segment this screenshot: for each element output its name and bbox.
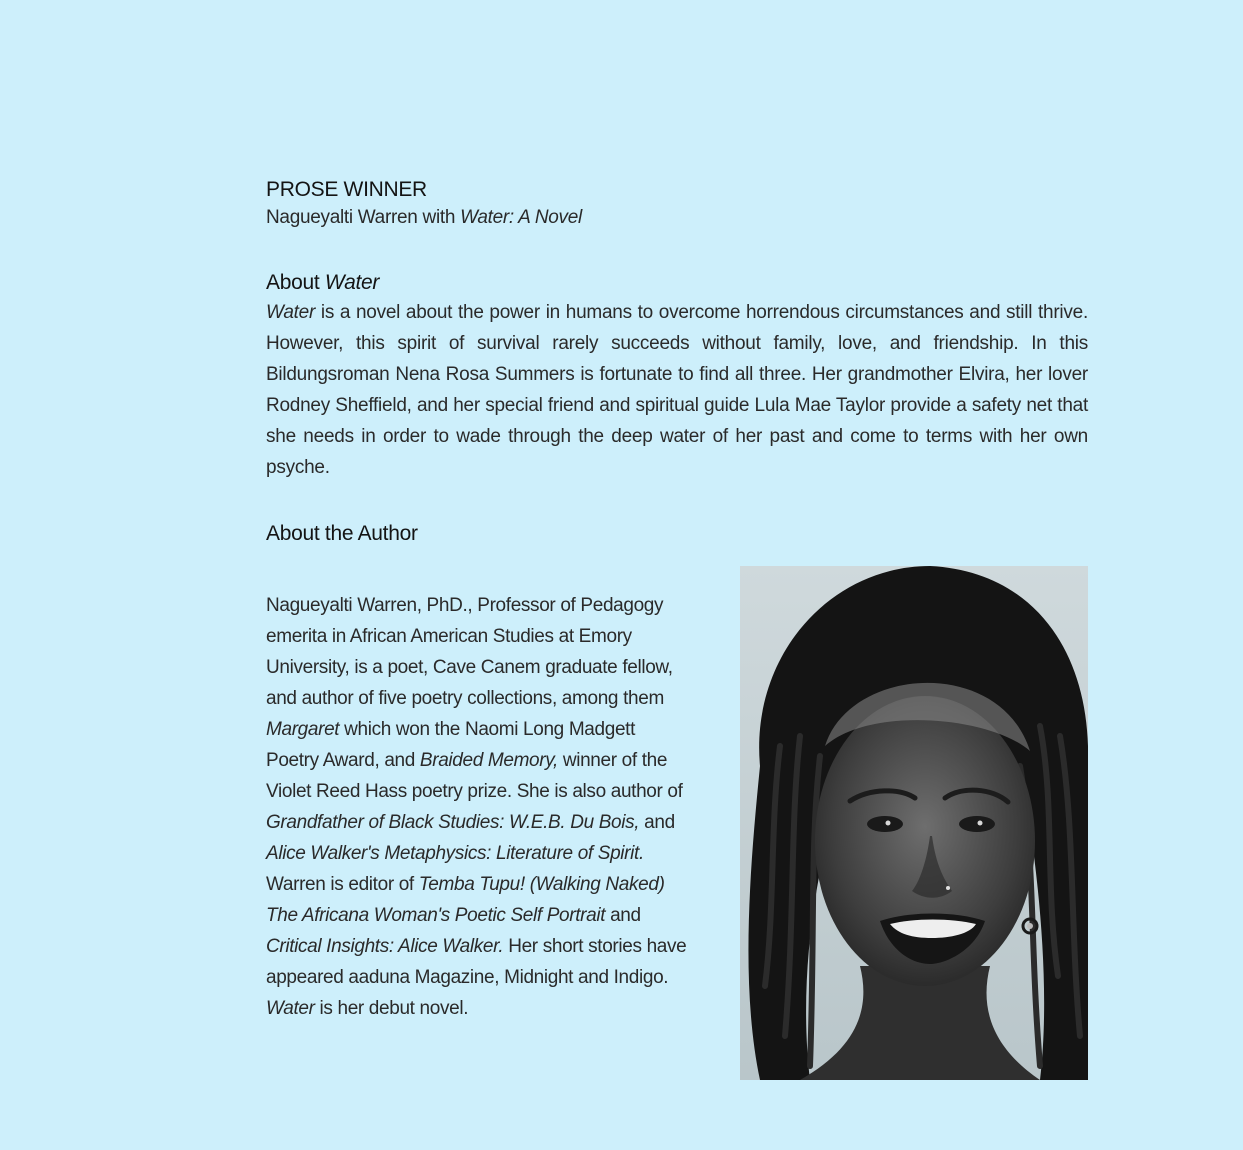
author-bio-italic-text: Temba Tupu! (Walking Naked) [418,874,665,895]
author-bio-text: University, is a poet, Cave Canem graduate fellow, [266,657,673,678]
author-bio-italic-text: The Africana Woman's Poetic Self Portrait [266,905,606,926]
author-bio-line [266,900,706,931]
author-bio-italic-text: Margaret [266,719,340,740]
author-bio [266,590,706,1024]
book-description-text: is a novel about the power in humans to overcome horrendous circumstances and still thrive. However, this spirit of survival rarely succeeds without family, love, and friendship. In this Bildungsroman Nena Rosa Summers is fortunate to find all three. Her grandmother Elvira, her lover Rodney Sheffield, and her special friend and spiritual guide Lula Mae Taylor provide a safety net that she needs in order to wade through the deep water of her past and come to terms with her own psyche. [266,302,1088,478]
author-bio-line [266,590,706,621]
book-description [266,297,1088,483]
author-block [266,566,1088,1086]
author-bio-text: and [639,812,675,833]
author-bio-line [266,621,706,652]
about-book-heading-title: Water [324,271,380,294]
author-bio-line [266,714,706,745]
author-bio-line [266,807,706,838]
author-bio-text: emerita in African American Studies at Emory [266,626,632,647]
book-description-title: Water [266,302,316,323]
author-bio-text: and author of five poetry collections, among them [266,688,664,709]
author-bio-line [266,683,706,714]
author-bio-line [266,838,706,869]
author-bio-text: is her debut novel. [314,998,469,1019]
author-bio-line [266,652,706,683]
author-bio-text: Poetry Award, and [266,750,420,771]
author-bio-line [266,993,706,1024]
author-bio-line [266,745,706,776]
author-portrait-illustration [740,566,1088,1080]
author-bio-text: which won the Naomi Long Madgett [339,719,636,740]
prose-winner-page [266,176,1088,1086]
author-bio-italic-text: Water [266,998,315,1019]
author-portrait [740,566,1088,1080]
author-bio-text: winner of the [557,750,668,771]
winner-name: Nagueyalti Warren with [266,207,461,228]
author-bio-line [266,869,706,900]
author-bio-italic-text: Alice Walker's Metaphysics: Literature of Spirit. [266,843,644,864]
winner-book-title: Water: A Novel [460,207,582,228]
author-bio-italic-text: Grandfather of Black Studies: W.E.B. Du Bois, [266,812,640,833]
author-bio-italic-text: Critical Insights: Alice Walker. [266,936,504,957]
about-book-heading-prefix: About [266,271,325,294]
award-title: PROSE WINNER [266,178,427,201]
author-bio-text: Nagueyalti Warren, PhD., Professor of Pedagogy [266,595,664,616]
author-bio-line [266,962,706,993]
about-author-heading: About the Author [266,522,418,545]
author-bio-text: Violet Reed Hass poetry prize. She is also author of [266,781,683,802]
author-bio-text: and [605,905,641,926]
author-bio-italic-text: Braided Memory, [419,750,558,771]
author-bio-text: appeared aaduna Magazine, Midnight and Indigo. [266,967,669,988]
author-bio-line [266,776,706,807]
author-bio-line [266,931,706,962]
author-bio-text: Warren is editor of [266,874,419,895]
winner-line [266,204,1088,232]
author-bio-text: Her short stories have [503,936,687,957]
about-book-heading [266,269,1088,297]
